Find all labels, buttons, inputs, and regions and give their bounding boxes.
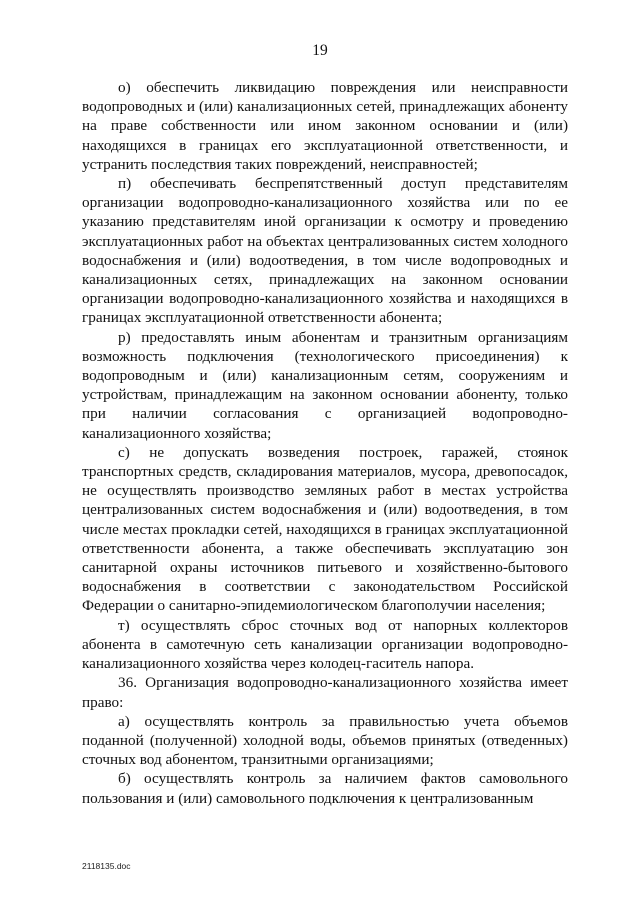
paragraph-36: 36. Организация водопроводно-канализационного хозяйства имеет право: — [82, 674, 568, 711]
paragraph-a: а) осуществлять контроль за правильностью учета объемов поданной (полученной) холодной воды, объемов принятых (отведенных) сточных вод абонентом, транзитными организациями; — [82, 712, 568, 769]
paragraph-t: т) осуществлять сброс сточных вод от напорных коллекторов абонента в самотечную сеть канализации организации водопроводно-канализационного хозяйства через колодец-гаситель напора. — [82, 616, 568, 673]
paragraph-b: б) осуществлять контроль за наличием фактов самовольного пользования и (или) самовольного подключения к централизованным — [82, 770, 568, 807]
page-number: 19 — [312, 42, 328, 59]
paragraph-p: п) обеспечивать беспрепятственный доступ представителям организации водопроводно-канализационного хозяйства или по ее указанию представителям иной организации к осмотру и проведению эксплуатационных работ на объектах централизованных систем холодного водоснабжения и (или) водоотведения, в том числе водопроводных и канализационных сетях, принадлежащих на законном основании организации водопроводно-канализационного хозяйства и находящихся в границах эксплуатационной ответственности абонента; — [82, 175, 568, 327]
paragraph-r: р) предоставлять иным абонентам и транзитным организациям возможность подключения (технологического присоединения) к водопроводным и (или) канализационным сетям, сооружениям и устройствам, принадлежащим на законном основании абоненту, только при наличии согласования с организацией водопроводно-канализационного хозяйства; — [82, 328, 568, 442]
paragraph-s: с) не допускать возведения построек, гаражей, стоянок транспортных средств, складирования материалов, мусора, древопосадок, не осуществлять производство земляных работ в местах устройства централизованных систем водоснабжения и (или) водоотведения, в том числе местах прокладки сетей, находящихся в границах эксплуатационной ответственности абонента, а также обеспечивать эксплуатацию зон санитарной охраны источников питьевого и хозяйственно-бытового водоснабжения в соответствии с законодательством Российской Федерации о санитарно-эпидемиологическом благополучии населения; — [82, 443, 568, 615]
file-name-footer: 2118135.doc — [82, 861, 131, 871]
document-body — [82, 78, 568, 808]
paragraph-o: о) обеспечить ликвидацию повреждения или неисправности водопроводных и (или) канализационных сетей, принадлежащих абоненту на праве собственности или ином законном основании и (или) находящихся в границах его эксплуатационной ответственности, и устранить последствия таких повреждений, неисправностей; — [82, 79, 568, 173]
